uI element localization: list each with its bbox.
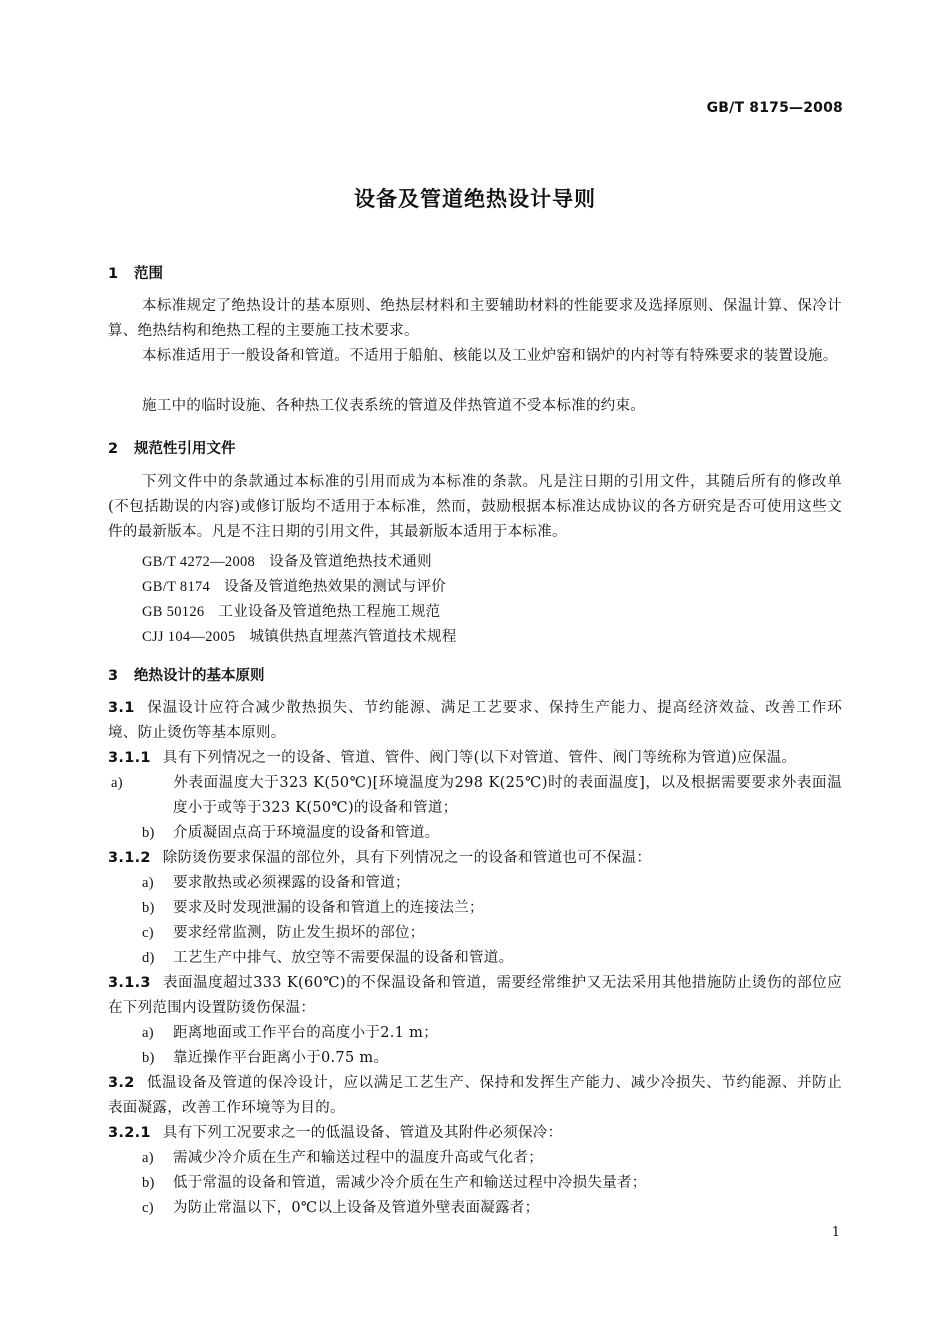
list-item xyxy=(142,1171,842,1196)
list-item xyxy=(142,1021,842,1046)
list-text: 为防止常温以下，0℃以上设备及管道外壁表面凝露者； xyxy=(173,1200,540,1216)
list-text: 靠近操作平台距离小于0.75 m。 xyxy=(173,1050,389,1066)
clause-3-1-1 xyxy=(108,746,842,771)
clause-text: 低温设备及管道的保冷设计，应以满足工艺生产、保持和发挥生产能力、减少冷损失、节约能源、并防止表面凝露，改善工作环境等为目的。 xyxy=(108,1075,842,1116)
list-label: a) xyxy=(142,1150,154,1166)
list-label: b) xyxy=(142,1050,155,1066)
section-number: 1 xyxy=(108,266,119,282)
paragraph: 本标准规定了绝热设计的基本原则、绝热层材料和主要辅助材料的性能要求及选择原则、保温计算、保冷计算、绝热结构和绝热工程的主要施工技术要求。 xyxy=(108,298,842,339)
list-label: a) xyxy=(142,1025,154,1041)
list-text: 要求经常监测，防止发生损坏的部位； xyxy=(173,925,425,941)
list-item xyxy=(142,1146,842,1171)
list-label: c) xyxy=(142,1200,154,1216)
paragraph: 施工中的临时设施、各种热工仪表系统的管道及伴热管道不受本标准的约束。 xyxy=(142,398,646,414)
paragraph: 本标准适用于一般设备和管道。不适用于船舶、核能以及工业炉窑和锅炉的内衬等有特殊要求的装置设施。 xyxy=(142,348,838,364)
document-title: 设备及管道绝热设计导则 xyxy=(354,187,596,211)
clause-text: 保温设计应符合减少散热损失、节约能源、满足工艺要求、保持生产能力、提高经济效益、改善工作环境、防止烫伤等基本原则。 xyxy=(108,700,842,741)
clause-number: 3.1.1 xyxy=(108,750,151,766)
clause-text: 具有下列情况之一的设备、管道、管件、阀门等(以下对管道、管件、阀门等统称为管道)应保温。 xyxy=(162,750,797,766)
section-title: 绝热设计的基本原则 xyxy=(134,668,265,684)
page-number: 1 xyxy=(831,1225,840,1240)
list-text: 低于常温的设备和管道，需减少冷介质在生产和输送过程中冷损失量者； xyxy=(173,1175,647,1191)
list-label: b) xyxy=(142,825,155,841)
clause-text: 除防烫伤要求保温的部位外，具有下列情况之一的设备和管道也可不保温： xyxy=(162,850,652,866)
section-heading xyxy=(108,437,236,458)
clause-text: 表面温度超过333 K(60℃)的不保温设备和管道，需要经常维护又无法采用其他措施防止烫伤的部位应在下列范围内设置防烫伤保温： xyxy=(108,975,842,1016)
list-text: 外表面温度大于323 K(50℃)[环境温度为298 K(25℃)时的表面温度]，以及根据需要要求外表面温度小于或等于323 K(50℃)的设备和管道； xyxy=(173,775,842,816)
list-item xyxy=(111,771,842,821)
section-heading xyxy=(108,262,163,283)
paragraph: 下列文件中的条款通过本标准的引用而成为本标准的条款。凡是注日期的引用文件，其随后所有的修改单(不包括勘误的内容)或修订版均不适用于本标准，然而，鼓励根据本标准达成协议的各方研究是否可使用这些文件的最新版本。凡是不注日期的引用文件，其最新版本适用于本标准。 xyxy=(108,474,842,540)
clause-3-2 xyxy=(108,1071,842,1121)
reference-name: 设备及管道绝热技术通则 xyxy=(269,554,432,570)
clause-3-1-2 xyxy=(108,846,842,871)
clause-number: 3.1 xyxy=(108,700,135,716)
clause-3-1-3 xyxy=(108,971,842,1021)
section-number: 3 xyxy=(108,668,119,684)
clause-number: 3.2.1 xyxy=(108,1125,151,1141)
list-label: a) xyxy=(111,775,123,791)
standard-number: GB/T 8175—2008 xyxy=(706,100,843,116)
list-text: 要求及时发现泄漏的设备和管道上的连接法兰； xyxy=(173,900,484,916)
list-text: 需减少冷介质在生产和输送过程中的温度升高或气化者； xyxy=(173,1150,543,1166)
reference-item xyxy=(142,625,457,646)
list-text: 距离地面或工作平台的高度小于2.1 m； xyxy=(173,1025,438,1041)
clause-number: 3.2 xyxy=(108,1075,135,1091)
list-item xyxy=(142,1046,842,1071)
list-item xyxy=(142,946,842,971)
list-item xyxy=(142,871,842,896)
clause-number: 3.1.2 xyxy=(108,850,151,866)
reference-item xyxy=(142,550,432,571)
reference-name: 城镇供热直埋蒸汽管道技术规程 xyxy=(249,629,457,645)
list-item xyxy=(142,896,842,921)
clause-3-1 xyxy=(108,696,842,746)
list-label: a) xyxy=(142,875,154,891)
section-title: 规范性引用文件 xyxy=(134,441,236,457)
list-item xyxy=(142,921,842,946)
reference-name: 设备及管道绝热效果的测试与评价 xyxy=(224,579,447,595)
reference-name: 工业设备及管道绝热工程施工规范 xyxy=(218,604,441,620)
list-text: 要求散热或必须裸露的设备和管道； xyxy=(173,875,410,891)
section-number: 2 xyxy=(108,441,119,457)
clause-3-2-1 xyxy=(108,1121,842,1146)
reference-item xyxy=(142,575,446,596)
section-title: 范围 xyxy=(134,266,163,282)
clause-number: 3.1.3 xyxy=(108,975,151,991)
section-heading xyxy=(108,664,265,685)
list-label: b) xyxy=(142,1175,155,1191)
reference-code: GB 50126 xyxy=(142,604,205,620)
clause-text: 具有下列工况要求之一的低温设备、管道及其附件必须保冷： xyxy=(162,1125,563,1141)
list-item xyxy=(142,1196,842,1221)
reference-code: GB/T 8174 xyxy=(142,579,211,595)
list-text: 介质凝固点高于环境温度的设备和管道。 xyxy=(173,825,440,841)
reference-item xyxy=(142,600,440,621)
list-text: 工艺生产中排气、放空等不需要保温的设备和管道。 xyxy=(173,950,514,966)
reference-code: CJJ 104—2005 xyxy=(142,629,236,645)
list-label: d) xyxy=(142,950,155,966)
reference-code: GB/T 4272—2008 xyxy=(142,554,256,570)
list-label: b) xyxy=(142,900,155,916)
list-label: c) xyxy=(142,925,154,941)
list-item xyxy=(142,821,842,846)
